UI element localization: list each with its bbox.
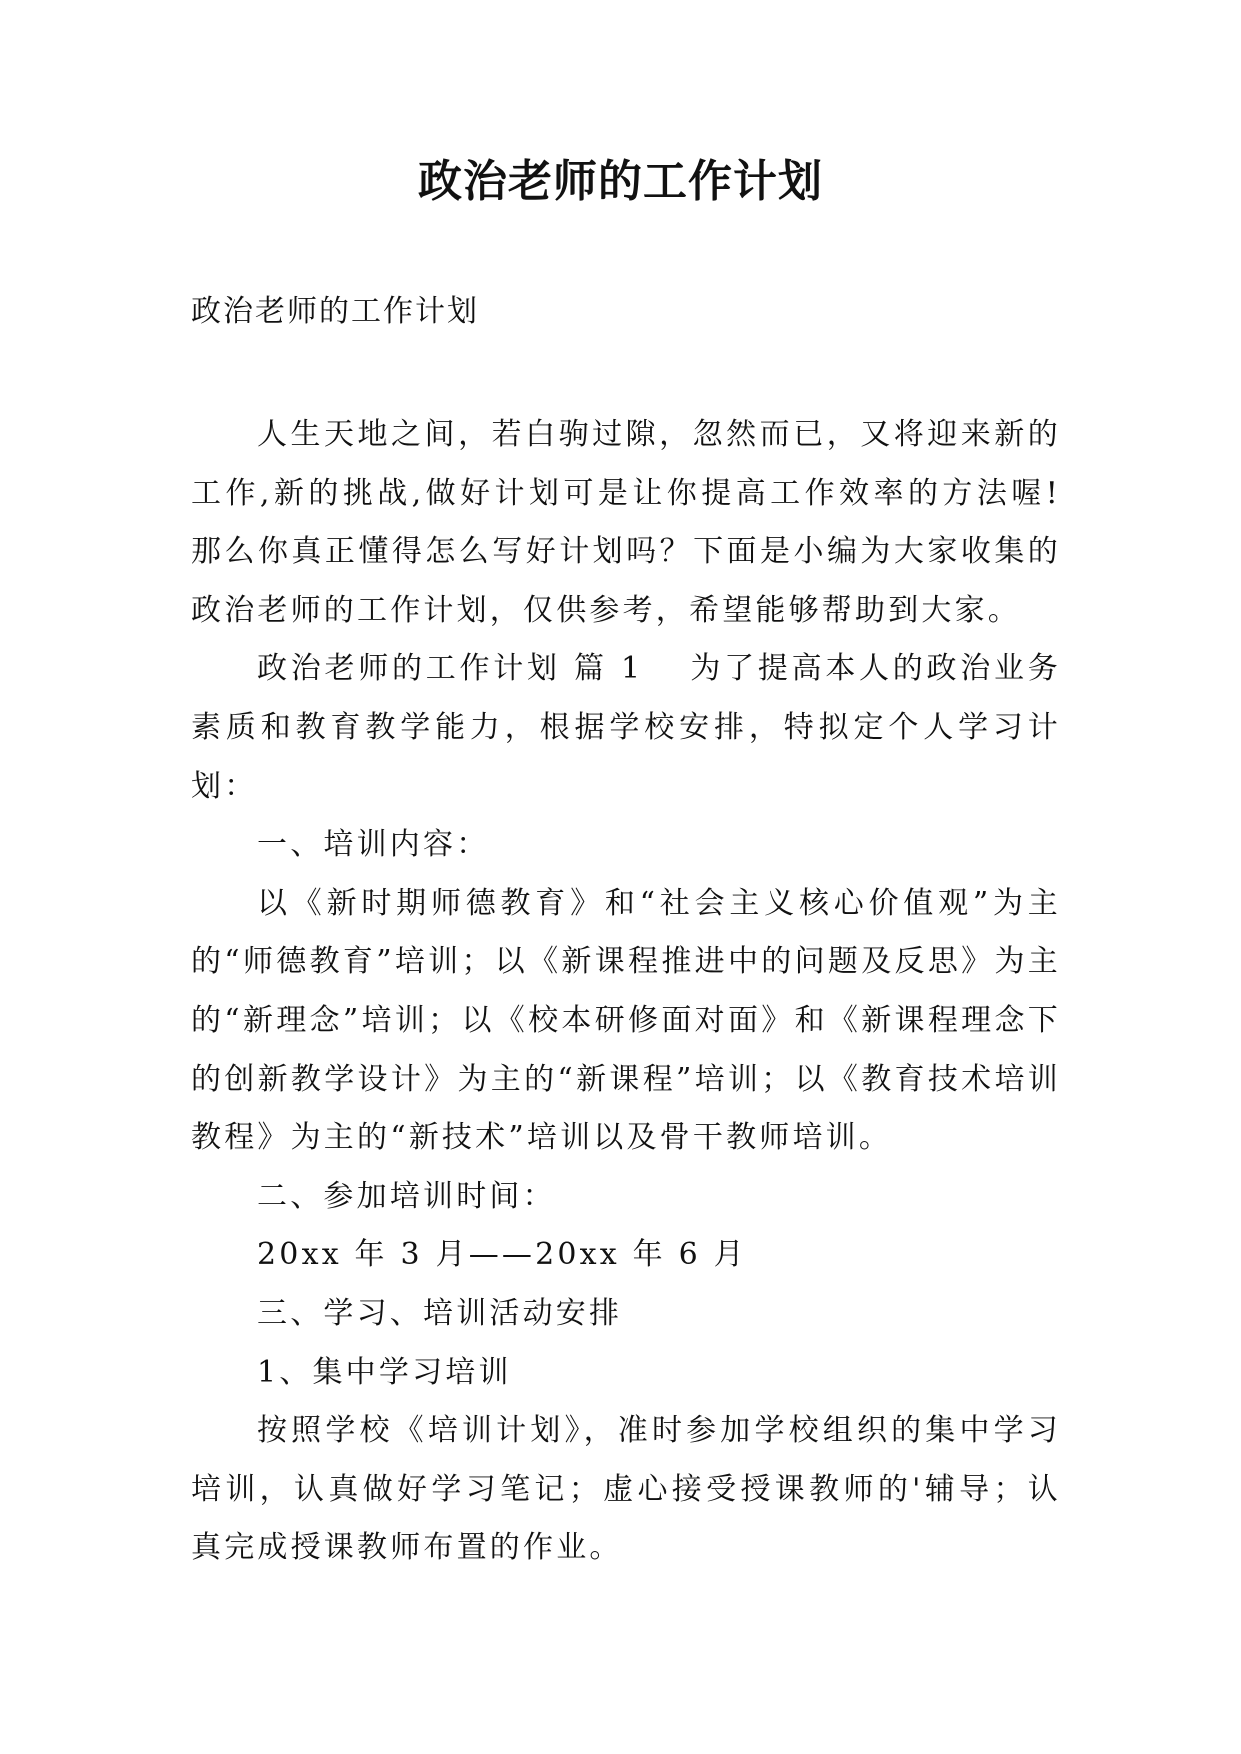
section-heading-training-content: 一、培训内容： [257,827,490,863]
document-body [191,406,1061,1578]
section-heading-training-time: 二、参加培训时间： [257,1178,556,1214]
training-time-paragraph: 20xx 年 3 月——20xx 年 6 月 [257,1237,747,1273]
plan-intro-paragraph: 政治老师的工作计划 篇 1 为了提高本人的政治业务素质和教育教学能力，根据学校安排，特拟定个人学习计划： [191,651,1061,804]
document-subtitle: 政治老师的工作计划 [191,294,479,329]
centralized-training-paragraph: 按照学校《培训计划》，准时参加学校组织的集中学习培训，认真做好学习笔记；虚心接受授课教师的'辅导；认真完成授课教师布置的作业。 [191,1413,1061,1566]
intro-paragraph: 人生天地之间，若白驹过隙，忽然而已，又将迎来新的工作,新的挑战,做好计划可是让你提高工作效率的方法喔! 那么你真正懂得怎么写好计划吗？下面是小编为大家收集的政治老师的工作计划，仅供参考，希望能够帮助到大家。 [191,417,1061,628]
document-title: 政治老师的工作计划 [418,156,823,207]
subsection-heading-centralized: 1、集中学习培训 [257,1354,512,1390]
section-heading-activities: 三、学习、培训活动安排 [257,1295,623,1331]
training-content-paragraph: 以《新时期师德教育》和“社会主义核心价值观”为主的“师德教育”培训；以《新课程推进中的问题及反思》为主的“新理念”培训；以《校本研修面对面》和《新课程理念下的创新教学设计》为主的“新课程”培训；以《教育技术培训教程》为主的“新技术”培训以及骨干教师培训。 [191,885,1061,1156]
